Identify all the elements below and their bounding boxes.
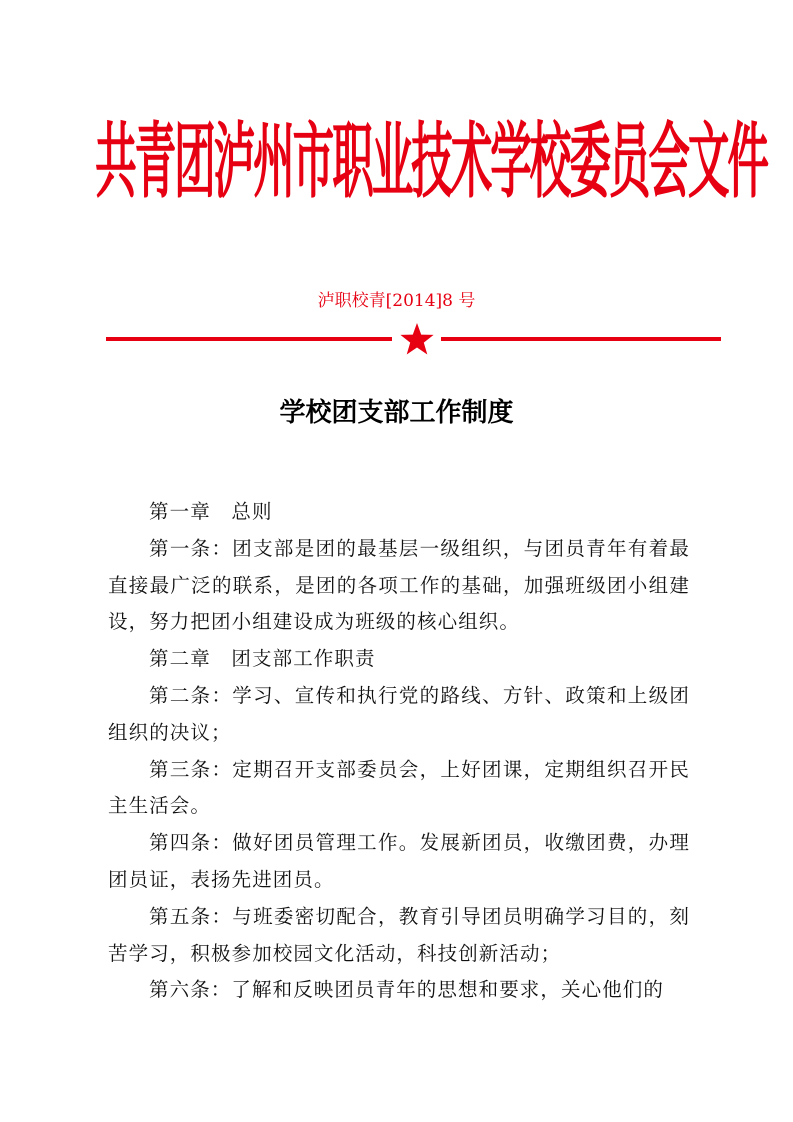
masthead-title: 共青团泸州市职业技术学校委员会文件	[95, 115, 767, 211]
article-paragraph: 第一条：团支部是团的最基层一级组织，与团员青年有着最直接最广泛的联系，是团的各项工作的基础，加强班级团小组建设，努力把团小组建设成为班级的核心组织。	[108, 536, 690, 634]
red-divider-right	[441, 337, 721, 341]
article-paragraph: 第四条：做好团员管理工作。发展新团员，收缴团费，办理团员证，表扬先进团员。	[108, 831, 690, 891]
red-divider-left	[106, 337, 392, 341]
chapter-heading: 第一章 总则	[149, 500, 273, 523]
article-paragraph: 第六条：了解和反映团员青年的思想和要求，关心他们的	[149, 978, 665, 1002]
masthead	[95, 115, 767, 211]
article-paragraph: 第二条：学习、宣传和执行党的路线、方针、政策和上级团组织的决议；	[108, 683, 690, 744]
document-number: 泸职校青[2014]8 号	[317, 291, 476, 311]
document-body	[108, 494, 690, 1009]
document-title: 学校团支部工作制度	[279, 398, 514, 428]
article-paragraph: 第三条：定期召开支部委员会，上好团课，定期组织召开民主生活会。	[108, 757, 690, 818]
chapter-heading: 第二章 团支部工作职责	[149, 647, 376, 671]
star-icon	[399, 322, 435, 356]
article-paragraph: 第五条：与班委密切配合，教育引导团员明确学习目的，刻苦学习，积极参加校园文化活动，科技创新活动；	[108, 904, 690, 965]
